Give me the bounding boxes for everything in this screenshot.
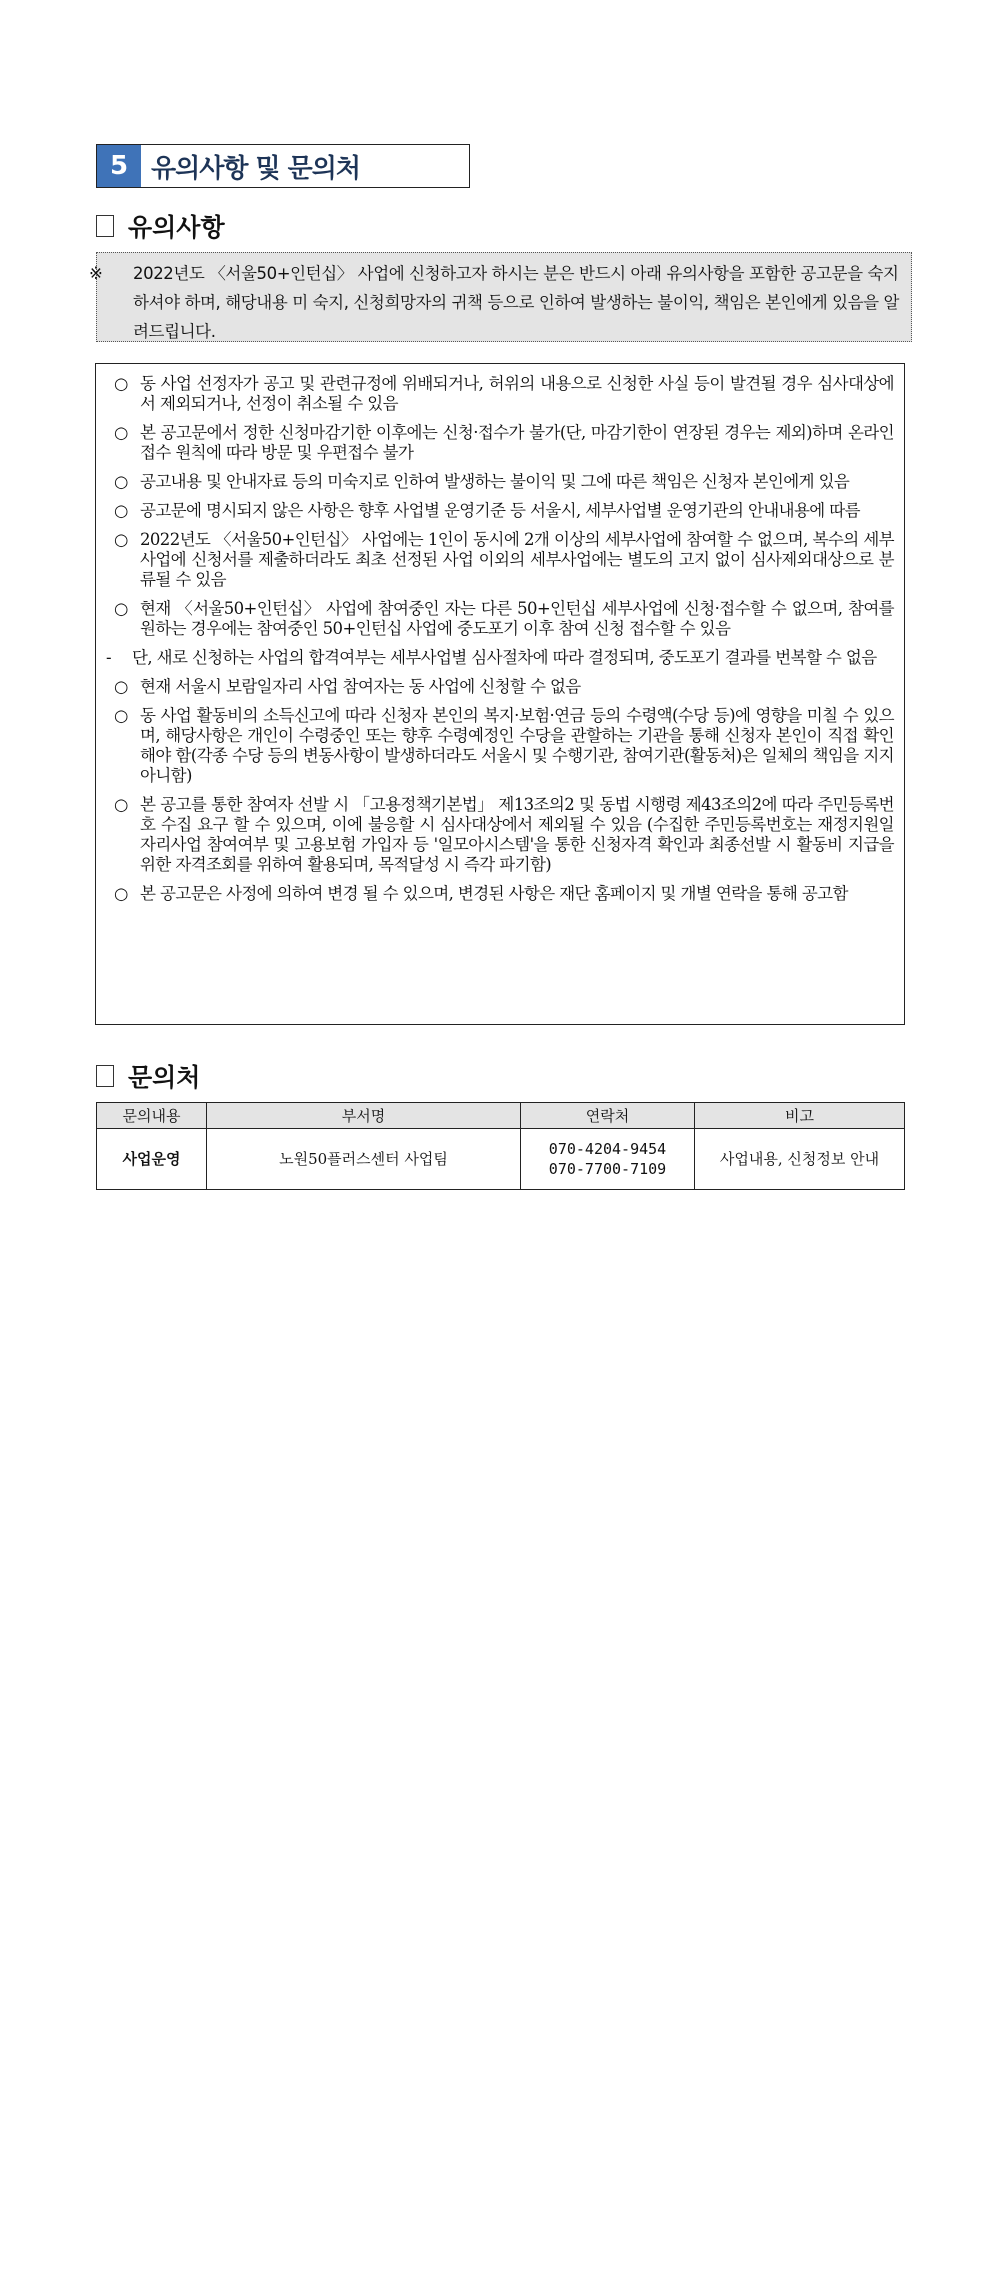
bullet-icon: ○ [114, 677, 128, 696]
list-item-text: 동 사업 선정자가 공고 및 관련규정에 위배되거나, 허위의 내용으로 신청한 사실 등이 발견될 경우 심사대상에서 제외되거나, 선정이 취소될 수 있음 [140, 374, 894, 413]
list-item [114, 599, 894, 639]
column-header: 부서명 [207, 1103, 521, 1129]
cautions-list [95, 363, 905, 1025]
notice-text: 2022년도 〈서울50+인턴십〉 사업에 신청하고자 하시는 분은 반드시 아래 유의사항을 포함한 공고문을 숙지하셔야 하며, 해당내용 미 숙지, 신청희망자의 귀책 등으로 인하여 발생하는 불이익, 책임은 본인에게 있음을 알려드립니다. [133, 264, 900, 341]
list-item [114, 884, 894, 904]
contact-heading-text: 문의처 [128, 1063, 201, 1092]
list-item [114, 795, 894, 875]
bullet-icon: - [106, 648, 111, 667]
list-item-text: 공고문에 명시되지 않은 사항은 향후 사업별 운영기준 등 서울시, 세부사업별 운영기관의 안내내용에 따름 [140, 501, 860, 520]
contact-table [96, 1102, 905, 1190]
list-item-text: 공고내용 및 안내자료 등의 미숙지로 인하여 발생하는 불이익 및 그에 따른 책임은 신청자 본인에게 있음 [140, 472, 850, 491]
list-item [114, 501, 894, 521]
phone-number: 070-4204-9454 [548, 1140, 667, 1158]
phone-number: 070-7700-7109 [548, 1160, 667, 1178]
bullet-icon: ○ [114, 706, 128, 725]
bullet-icon: ○ [114, 423, 128, 442]
list-item-text: 2022년도 〈서울50+인턴십〉 사업에는 1인이 동시에 2개 이상의 세부사업에 참여할 수 없으며, 복수의 세부사업에 신청서를 제출하더라도 최초 선정된 사업 이외의 세부사업에는 별도의 고지 없이 심사제외대상으로 분류될 수 있음 [140, 530, 894, 589]
notice-box [89, 252, 912, 342]
cautions-heading [96, 208, 225, 244]
table-row [97, 1129, 905, 1190]
list-item-text: 단, 새로 신청하는 사업의 합격여부는 세부사업별 심사절차에 따라 결정되며, 중도포기 결과를 번복할 수 없음 [132, 648, 877, 667]
contact-heading [96, 1058, 200, 1094]
bullet-icon: ○ [114, 374, 128, 393]
table-header-row [97, 1103, 905, 1129]
cautions-heading-text: 유의사항 [128, 213, 225, 242]
list-item-text: 현재 〈서울50+인턴십〉 사업에 참여중인 자는 다른 50+인턴십 세부사업에 신청·접수할 수 없으며, 참여를 원하는 경우에는 참여중인 50+인턴십 사업에 중도포기 이후 참여 신청 접수할 수 있음 [140, 599, 894, 638]
section-number: 5 [97, 145, 141, 187]
bullet-icon: ○ [114, 795, 128, 814]
list-item-text: 본 공고문에서 정한 신청마감기한 이후에는 신청·접수가 불가(단, 마감기한이 연장된 경우는 제외)하며 온라인 접수 원칙에 따라 방문 및 우편접수 불가 [140, 423, 894, 462]
square-bullet-icon [96, 215, 114, 237]
department-cell: 노원50플러스센터 사업팀 [207, 1129, 521, 1190]
category-cell: 사업운영 [97, 1129, 207, 1190]
bullet-icon: ○ [114, 599, 128, 618]
list-item-text: 현재 서울시 보람일자리 사업 참여자는 동 사업에 신청할 수 없음 [140, 677, 581, 696]
list-item [114, 472, 894, 492]
note-cell: 사업내용, 신청정보 안내 [695, 1129, 905, 1190]
list-item-text: 본 공고문은 사정에 의하여 변경 될 수 있으며, 변경된 사항은 재단 홈페이지 및 개별 연락을 통해 공고함 [140, 884, 848, 903]
phone-cell [521, 1129, 695, 1190]
list-item [114, 423, 894, 463]
list-item-text: 본 공고를 통한 참여자 선발 시 「고용정책기본법」 제13조의2 및 동법 시행령 제43조의2에 따라 주민등록번호 수집 요구 할 수 있으며, 이에 불응할 시 심사대상에서 제외될 수 있음 (수집한 주민등록번호는 재정지원일자리사업 참여여부 및 고용보험 가입자 등 '일모아시스템'을 통한 신청자격 확인과 최종선발 시 활동비 지급을 위한 자격조회를 위하여 활용되며, 목적달성 시 즉각 파기함) [140, 795, 894, 874]
list-item [114, 530, 894, 590]
bullet-icon: ○ [114, 472, 128, 491]
column-header: 문의내용 [97, 1103, 207, 1129]
list-item [114, 706, 894, 786]
list-item [114, 677, 894, 697]
list-item-text: 동 사업 활동비의 소득신고에 따라 신청자 본인의 복지·보험·연금 등의 수령액(수당 등)에 영향을 미칠 수 있으며, 해당사항은 개인이 수령중인 또는 향후 수령예정인 수당을 관할하는 기관을 통해 신청자 본인이 직접 확인해야 함(각종 수당 등의 변동사항이 발생하더라도 서울시 및 수행기관, 참여기관(활동처)은 일체의 책임을 지지 아니함) [140, 706, 894, 785]
reference-mark-icon: ※ [89, 264, 103, 283]
bullet-icon: ○ [114, 530, 128, 549]
list-item [114, 374, 894, 414]
square-bullet-icon [96, 1065, 114, 1087]
bullet-icon: ○ [114, 884, 128, 903]
list-item [106, 648, 894, 668]
column-header: 연락처 [521, 1103, 695, 1129]
section-title-text: 유의사항 및 문의처 [151, 153, 361, 184]
bullet-icon: ○ [114, 501, 128, 520]
section-title [96, 144, 470, 188]
column-header: 비고 [695, 1103, 905, 1129]
